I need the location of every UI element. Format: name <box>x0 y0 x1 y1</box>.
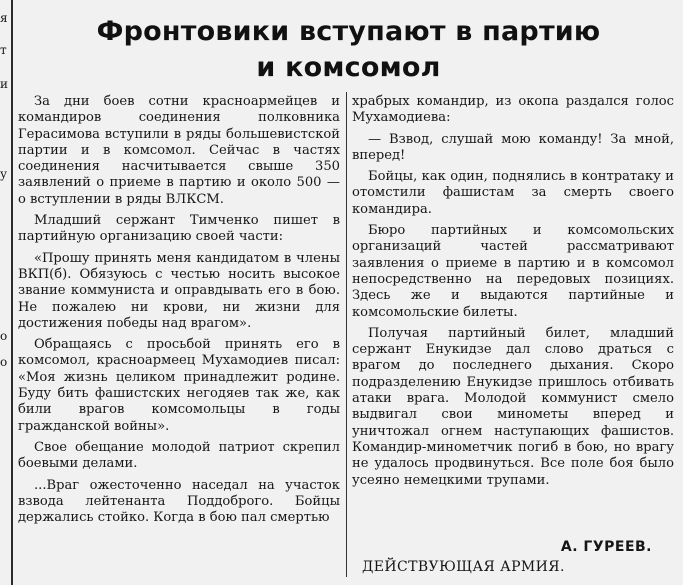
paragraph: Бойцы, как один, поднялись в контратаку и отомстили фашистам за смерть своего командира. <box>352 169 674 217</box>
headline-line-1: Фронтовики вступают в партию <box>96 16 601 47</box>
margin-fragment: т <box>0 43 7 57</box>
margin-fragment: и <box>0 77 8 91</box>
paragraph: Обращаясь с просьбой принять его в комсомол, красноармеец Мухамодиев писал: «Моя жизнь целиком принадлежит родине. Буду бить фашистских негодяев так же, как били врагов комсомольцы в годы гражданской войны». <box>18 337 340 434</box>
author-signature: А. ГУРЕЕВ. <box>560 539 652 555</box>
margin-fragment: о <box>0 329 8 343</box>
headline-line-2: и комсомол <box>256 52 441 83</box>
paragraph-continued: храбрых командир, из окопа раздался голос Мухамодиева: <box>352 94 674 126</box>
column-rule-middle <box>346 92 347 577</box>
paragraph: Бюро партийных и комсомольских организаций частей рассматривают заявления о приеме в партию и в комсомол непосредственно на передовых позициях. Здесь же и выдаются партийные и комсомольские билеты. <box>352 223 674 320</box>
paragraph: Получая партийный билет, младший сержант Енукидзе дал слово драться с врагом до последнего дыхания. Скоро подразделению Енукидзе пришлось отбивать атаки врага. Молодой коммунист смело выдвигал свои минометы вперед и уничтожал огнем наступающих фашистов. Командир-минометчик погиб в бою, но врагу не удалось продвинуться. Все поле боя было усеяно немецкими трупами. <box>352 325 674 488</box>
paragraph: Младший сержант Тимченко пишет в партийную организацию своей части: <box>18 213 340 245</box>
margin-fragment: я <box>0 11 8 25</box>
column-rule-left <box>11 0 13 585</box>
paragraph: За дни боев сотни красноармейцев и командиров соединения полковника Герасимова вступили в ряды большевистской партии и в комсомол. Сейчас в частях соединения насчитывается свыше 350 заявлений о приеме в партию и около 500 — о вступлении в ряды ВЛКСМ. <box>18 94 340 207</box>
paragraph: — Взвод, слушай мою команду! За мной, вперед! <box>352 131 674 163</box>
dateline: ДЕЙСТВУЮЩАЯ АРМИЯ. <box>362 559 565 575</box>
margin-strip <box>0 0 8 585</box>
right-column <box>352 94 674 494</box>
paragraph: «Прошу принять меня кандидатом в члены ВКП(б). Обязуюсь с честью носить высокое звание коммуниста и оправдывать его в бою. Не пожалею ни крови, ни жизни для достижения победы над врагом». <box>18 250 340 331</box>
article-headline <box>14 14 683 86</box>
margin-fragment: о <box>0 355 8 369</box>
margin-fragment: у <box>0 167 8 181</box>
left-column <box>18 94 340 531</box>
paragraph: ...Враг ожесточенно наседал на участок взвода лейтенанта Поддоброго. Бойцы держались стойко. Когда в бою пал смертью <box>18 477 340 526</box>
paragraph: Свое обещание молодой патриот скрепил боевыми делами. <box>18 439 340 472</box>
